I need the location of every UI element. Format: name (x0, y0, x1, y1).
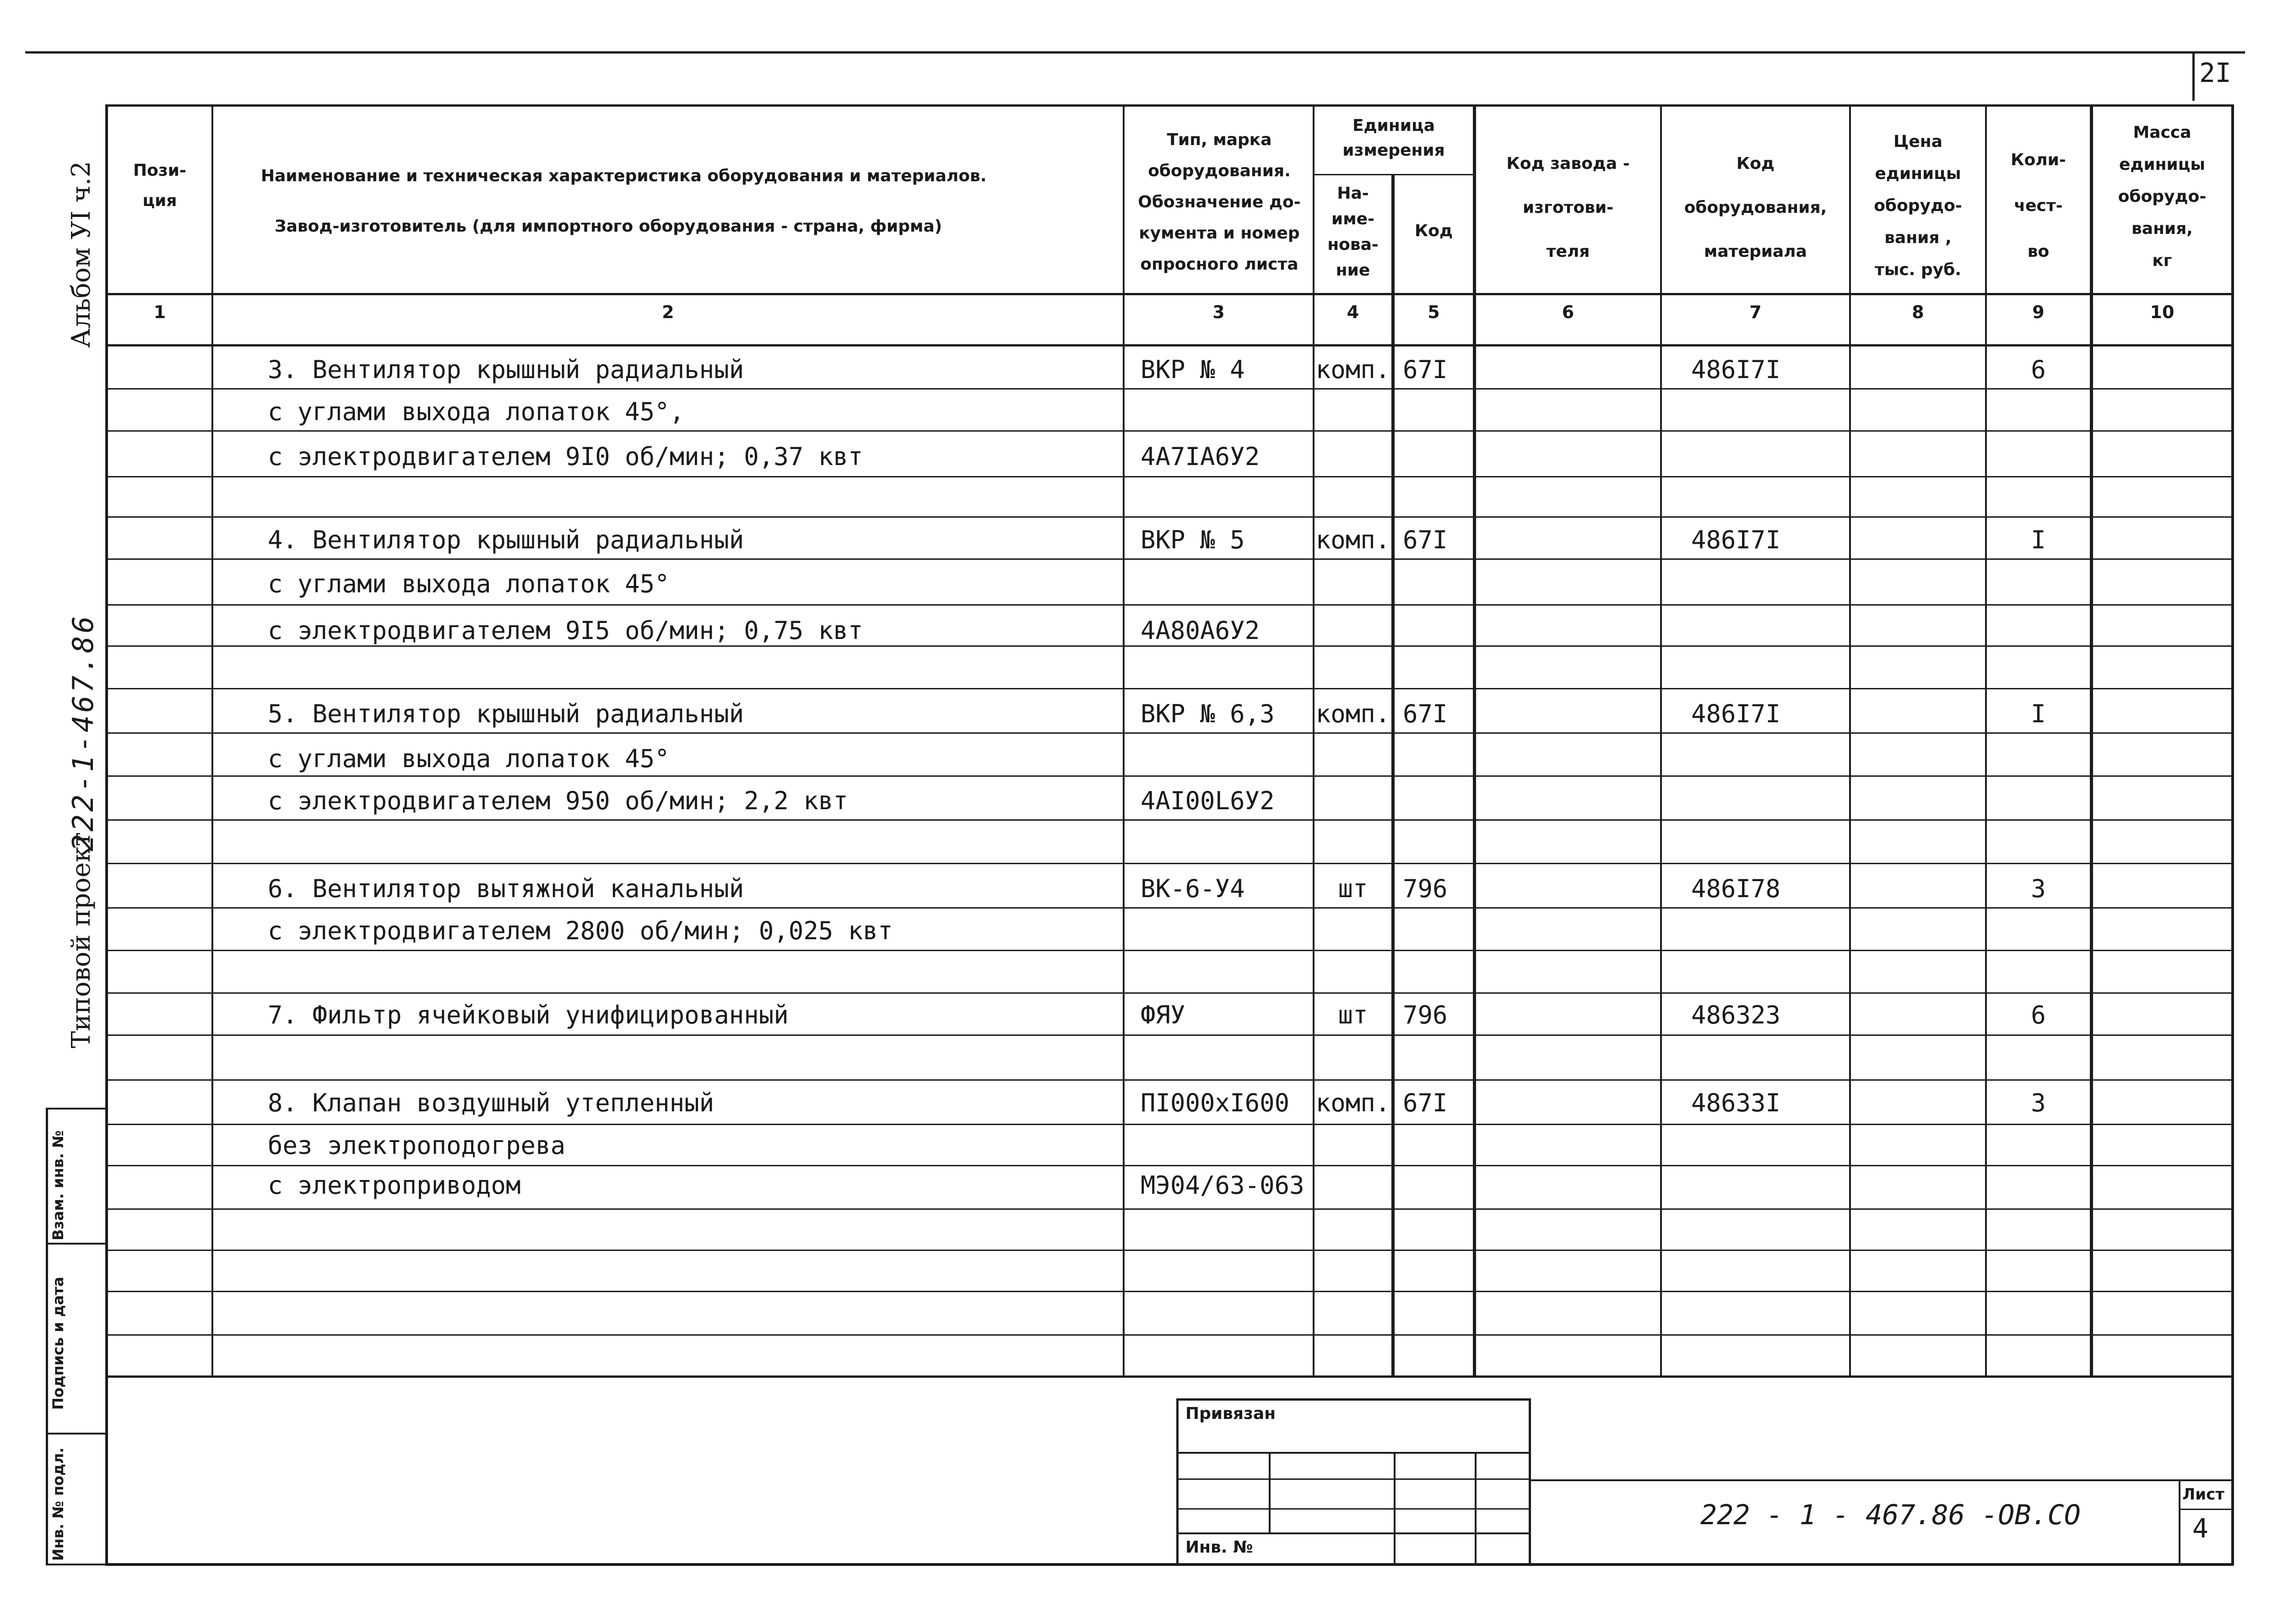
stamp-inv: Инв. № подл. (49, 1447, 67, 1561)
table-left (105, 104, 108, 1565)
vline-5 (1473, 104, 1476, 1378)
row-type: ВКР № 5 (1141, 525, 1245, 554)
vline-9 (2090, 104, 2093, 1378)
row-unit: комп. (1315, 355, 1390, 384)
row-line (108, 1250, 2232, 1251)
table-right (2231, 104, 2234, 1565)
row-equip-code: 486323 (1691, 1001, 1781, 1029)
header-col6: Код завода - изготови- теля (1506, 154, 1630, 261)
row-line (108, 1208, 2232, 1210)
row-line (108, 863, 2232, 864)
row-name: с электродвигателем 9I0 об/мин; 0,37 квт (268, 442, 863, 471)
row-line (108, 645, 2232, 647)
sheet-box-left (2179, 1479, 2180, 1564)
row-name: 3. Вентилятор крышный радиальный (268, 355, 744, 384)
tb-v-2 (1394, 1452, 1396, 1565)
row-unit: шт (1338, 1001, 1368, 1029)
page-number: 2I (2199, 57, 2231, 88)
row-qty: 3 (2031, 1088, 2046, 1117)
tb-doc-line (1529, 1479, 2234, 1481)
row-line (108, 388, 2232, 390)
row-type: ВКР № 4 (1141, 355, 1245, 384)
row-qty: 6 (2031, 355, 2046, 384)
colnum-7: 7 (1749, 302, 1762, 322)
row-type: ВКР № 6,3 (1141, 699, 1275, 728)
header-col3: Тип, марка оборудования. Обозначение до- кумента и номер опросного листа (1138, 130, 1301, 274)
row-line (108, 1334, 2232, 1336)
row-equip-code: 486I78 (1691, 874, 1781, 903)
row-name: с электродвигателем 950 об/мин; 2,2 квт (268, 786, 848, 815)
row-type: ФЯУ (1141, 1001, 1185, 1029)
header-col8: Цена единицы оборудо- вания , тыс. руб. (1874, 132, 1962, 279)
tb-v-1 (1269, 1452, 1271, 1534)
project-code-vertical: 222-1-467.86 (66, 613, 100, 851)
row-type: ПI000хI600 (1141, 1088, 1290, 1117)
row-line (108, 819, 2232, 821)
header-col7: Код оборудования, материала (1684, 154, 1827, 261)
tb-left (1176, 1398, 1179, 1565)
colnum-8: 8 (1912, 302, 1924, 322)
table-bottom (105, 1563, 2234, 1566)
row-line (108, 1034, 2232, 1036)
row-line (108, 907, 2232, 909)
row-line (108, 688, 2232, 689)
document-code: 222 - 1 - 467.86 -ОВ.СО (1700, 1499, 2081, 1531)
header-bottom (105, 293, 2234, 295)
header-col1: Пози- ция (133, 161, 186, 210)
row-type: 4А7IА6У2 (1141, 442, 1260, 471)
row-line (108, 950, 2232, 951)
colnum-4: 4 (1347, 302, 1359, 322)
row-qty: 6 (2031, 1001, 2046, 1029)
stamp-bottom (46, 1564, 108, 1565)
row-name: 8. Клапан воздушный утепленный (268, 1088, 714, 1117)
vline-1 (211, 104, 213, 1378)
stamp-sep-1 (46, 1243, 108, 1245)
row-line (108, 1124, 2232, 1125)
tb-line-4 (1176, 1532, 1531, 1534)
header-col9: Коли- чест- во (2011, 151, 2066, 261)
stamp-left-line (46, 1108, 48, 1565)
stamp-top-line (46, 1108, 108, 1110)
colnum-3: 3 (1212, 302, 1225, 322)
vline-3 (1313, 104, 1315, 1378)
stamp-sep-2 (46, 1433, 108, 1435)
colnum-9: 9 (2032, 302, 2045, 322)
vline-7 (1849, 104, 1851, 1378)
row-name: 7. Фильтр ячейковый унифицированный (268, 1001, 789, 1029)
sheet-box-sep (2179, 1509, 2231, 1510)
row-line (108, 1079, 2232, 1081)
row-type: 4А80А6У2 (1141, 616, 1260, 645)
row-line (108, 992, 2232, 994)
row-code: 67I (1403, 525, 1448, 554)
row-name: с электродвигателем 2800 об/мин; 0,025 квт (268, 916, 893, 945)
row-name: без электроподогрева (268, 1131, 566, 1160)
row-type: 4АI00L6У2 (1141, 786, 1275, 815)
row-name: 5. Вентилятор крышный радиальный (268, 699, 744, 728)
row-unit: комп. (1315, 699, 1390, 728)
stamp-signature: Подпись и дата (49, 1277, 67, 1410)
row-line (108, 430, 2232, 432)
tb-v-3 (1475, 1452, 1477, 1565)
sheet-number: 4 (2192, 1513, 2208, 1544)
row-code: 67I (1403, 699, 1448, 728)
colnum-1: 1 (153, 302, 166, 322)
row-equip-code: 486I7I (1691, 525, 1781, 554)
inv-no-label: Инв. № (1185, 1538, 1253, 1557)
colnum-bottom (105, 344, 2234, 346)
row-name: с электроприводом (268, 1171, 521, 1200)
row-qty: I (2031, 525, 2046, 554)
colnum-6: 6 (1562, 302, 1574, 322)
row-type: МЭ04/63-063 (1141, 1171, 1304, 1200)
row-line (108, 558, 2232, 560)
header-col10: Масса единицы оборудо- вания, кг (2118, 123, 2207, 270)
album-label: Альбом УI ч.2 (66, 161, 96, 348)
colnum-2: 2 (662, 302, 674, 322)
header-unit-group: Единица измерения (1342, 116, 1445, 160)
body-bottom (105, 1375, 2234, 1378)
row-code: 796 (1403, 1001, 1448, 1029)
row-equip-code: 486I7I (1691, 355, 1781, 384)
sheet-label: Лист (2182, 1485, 2224, 1504)
row-line (108, 516, 2232, 518)
row-qty: I (2031, 699, 2046, 728)
tb-top (1176, 1398, 1531, 1401)
row-equip-code: 486I7I (1691, 699, 1781, 728)
row-line (108, 604, 2232, 606)
header-col2: Наименование и техническая характеристика оборудования и материалов. Завод-изготовитель (для импортного оборудования - страна, фирма) (261, 167, 987, 236)
header-col4: На- име- нова- ние (1327, 184, 1379, 280)
vline-6 (1660, 104, 1662, 1378)
row-unit: комп. (1315, 1088, 1390, 1117)
row-unit: комп. (1315, 525, 1390, 554)
row-line (108, 476, 2232, 477)
tb-line-2 (1176, 1478, 1531, 1480)
row-equip-code: 48633I (1691, 1088, 1781, 1117)
top-border (25, 51, 2245, 54)
row-name: 4. Вентилятор крышный радиальный (268, 525, 744, 554)
row-code: 67I (1403, 355, 1448, 384)
row-line (108, 1165, 2232, 1166)
row-name: с углами выхода лопаток 45° (268, 569, 670, 598)
row-line (108, 775, 2232, 777)
row-name: с углами выхода лопаток 45° (268, 744, 670, 773)
row-name: с электродвигателем 9I5 об/мин; 0,75 квт (268, 616, 863, 645)
row-name: 6. Вентилятор вытяжной канальный (268, 874, 744, 903)
vline-2 (1123, 104, 1125, 1378)
colnum-5: 5 (1428, 302, 1440, 322)
table-top (105, 104, 2234, 107)
row-unit: шт (1338, 874, 1368, 903)
privyazan-label: Привязан (1185, 1404, 1276, 1423)
tb-right (1529, 1398, 1531, 1565)
row-name: с углами выхода лопаток 45°, (268, 397, 685, 426)
row-line (108, 732, 2232, 734)
tb-line-3 (1176, 1508, 1531, 1510)
colnum-10: 10 (2150, 302, 2175, 322)
vline-8 (1985, 104, 1987, 1378)
row-code: 796 (1403, 874, 1448, 903)
header-col5: Код (1414, 222, 1453, 240)
row-qty: 3 (2031, 874, 2046, 903)
row-code: 67I (1403, 1088, 1448, 1117)
stamp-vzam: Взам. инв. № (49, 1130, 67, 1240)
row-type: ВК-6-У4 (1141, 874, 1245, 903)
page-number-frame (2192, 51, 2195, 101)
row-line (108, 1291, 2232, 1292)
project-label: Типовой проект (66, 832, 96, 1048)
tb-line-1 (1176, 1452, 1531, 1454)
